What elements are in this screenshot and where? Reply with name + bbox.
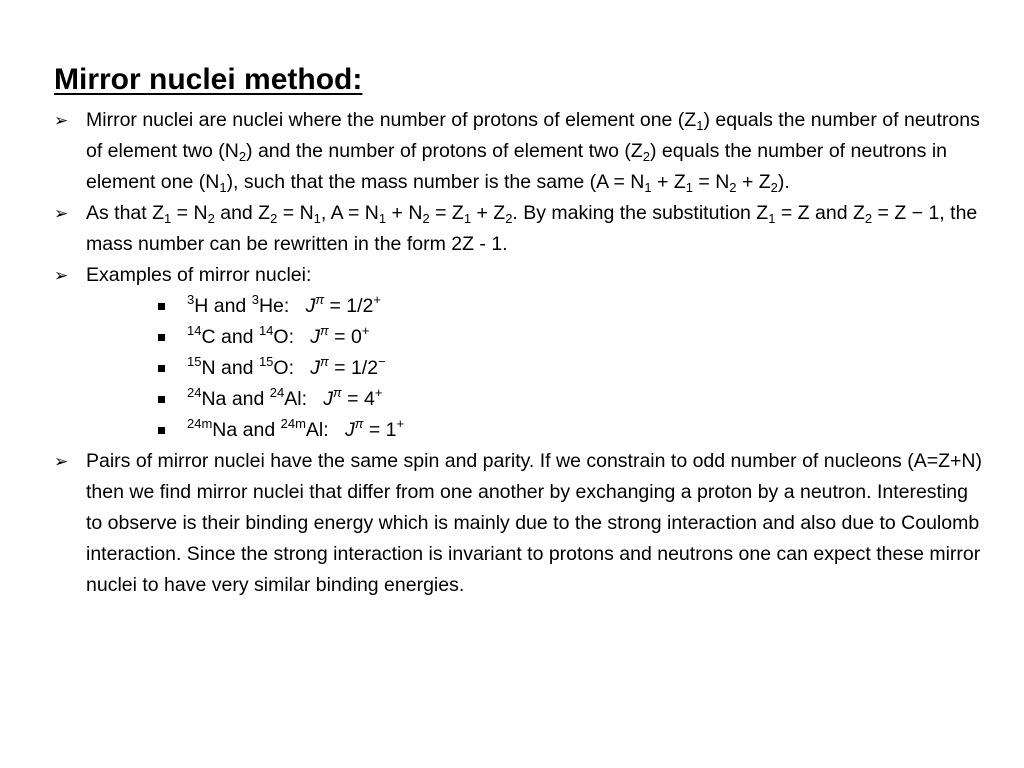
element: He:: [258, 295, 290, 317]
mass-number: 24: [269, 385, 285, 400]
mass-number: 14: [258, 323, 274, 338]
conjunction: and: [208, 295, 252, 317]
square-bullet-icon: [158, 334, 165, 341]
text-run: ), such that the mass number is the same (A = N: [226, 171, 645, 193]
text-run: and Z: [214, 202, 271, 224]
spin-symbol: J: [344, 419, 355, 441]
subscript: 1: [164, 211, 172, 226]
subscript: 1: [768, 211, 776, 226]
element: Na: [201, 388, 227, 410]
subscript: 1: [644, 180, 652, 195]
subscript: 2: [729, 180, 737, 195]
spin-symbol: J: [323, 388, 334, 410]
slide-title: Mirror nuclei method:: [54, 63, 363, 96]
example-item: [54, 322, 984, 353]
text-run: + N: [386, 202, 423, 224]
conjunction: and: [226, 388, 270, 410]
bullet-spin-parity: [54, 446, 984, 601]
text-run: ) equals the number of neutrons of element two (N: [86, 109, 980, 162]
spin-value: = 1/2: [324, 295, 374, 317]
arrow-bullet-icon: ➢: [54, 204, 69, 223]
subscript: 1: [463, 211, 472, 226]
spin-value: = 0: [328, 326, 362, 348]
square-bullet-icon: [158, 427, 165, 434]
subscript: 2: [238, 149, 247, 164]
spin-value: = 1/2: [328, 357, 379, 379]
square-bullet-icon: [158, 396, 165, 403]
subscript: 2: [770, 180, 778, 195]
conjunction: and: [215, 326, 259, 348]
mass-number: 24m: [280, 416, 306, 431]
example-item: [54, 384, 984, 415]
text-run: = Z: [429, 202, 464, 224]
text-run: ) equals the number of neutrons in element one (N: [86, 140, 947, 193]
element: C: [201, 326, 216, 348]
mass-number: 15: [187, 354, 202, 369]
parity-symbol: π: [315, 292, 325, 307]
mass-number: 14: [187, 323, 202, 338]
subscript: 1: [219, 180, 227, 195]
element: Na: [212, 419, 238, 441]
text-run: = N: [171, 202, 208, 224]
text-run: . By making the substitution Z: [512, 202, 769, 224]
parity-value: +: [374, 385, 383, 400]
subscript: 2: [422, 211, 430, 226]
subscript: 1: [696, 118, 704, 133]
spin-symbol: J: [305, 295, 316, 317]
text-run: = N: [692, 171, 730, 193]
element: Al:: [284, 388, 308, 410]
subscript: 2: [270, 211, 278, 226]
parity-symbol: π: [354, 416, 364, 431]
text-run: + Z: [471, 202, 506, 224]
square-bullet-icon: [158, 365, 165, 372]
spin-value: = 4: [341, 388, 375, 410]
text-run: As that Z: [86, 202, 165, 224]
parity-symbol: π: [333, 385, 342, 400]
bullet-text: Examples of mirror nuclei:: [86, 264, 312, 286]
parity-symbol: π: [320, 323, 329, 338]
arrow-bullet-icon: ➢: [54, 266, 69, 285]
arrow-bullet-icon: ➢: [54, 452, 69, 471]
text-run: ).: [777, 171, 790, 193]
parity-value: −: [378, 354, 386, 369]
example-item: [54, 291, 984, 322]
mass-number: 24: [187, 385, 202, 400]
conjunction: and: [237, 419, 281, 441]
mass-number: 3: [251, 292, 259, 307]
element: N: [201, 357, 216, 379]
spin-symbol: J: [310, 357, 321, 379]
bullet-text: Pairs of mirror nuclei have the same spin and parity. If we constrain to odd number of nucleons (A=Z+N) then we find mirror nuclei that differ from one another by exchanging a proton by a neutron. Interesting to observe is their binding energy which is mainly due to the strong interaction and also due to Coulomb interaction. Since the strong interaction is invariant to protons and neutrons one can expect these mirror nuclei to have very similar binding energies.: [86, 450, 982, 596]
parity-value: +: [373, 292, 381, 307]
bullet-substitution: [54, 198, 984, 260]
subscript: 2: [505, 211, 513, 226]
element: O:: [273, 326, 294, 348]
text-run: = N: [277, 202, 314, 224]
text-run: = Z − 1, the mass number can be rewritten in the form 2Z - 1.: [86, 202, 978, 255]
mass-number: 15: [258, 354, 274, 369]
bullet-text: [86, 109, 980, 193]
element: H: [194, 295, 209, 317]
text-run: = Z and Z: [775, 202, 865, 224]
bullet-examples: [54, 260, 984, 291]
square-bullet-icon: [158, 303, 165, 310]
mass-number: 3: [187, 292, 195, 307]
arrow-bullet-icon: ➢: [54, 111, 69, 130]
parity-symbol: π: [320, 354, 329, 369]
conjunction: and: [215, 357, 259, 379]
element: Al:: [305, 419, 329, 441]
subscript: 1: [685, 180, 693, 195]
parity-value: +: [361, 323, 370, 338]
example-list: [54, 291, 984, 446]
parity-value: +: [396, 416, 405, 431]
text-run: + Z: [736, 171, 771, 193]
bullet-list: [54, 105, 984, 601]
element: O:: [273, 357, 294, 379]
spin-symbol: J: [310, 326, 321, 348]
bullet-definition: [54, 105, 984, 198]
mass-number: 24m: [187, 416, 213, 431]
text-run: ) and the number of protons of element two (Z: [246, 140, 643, 162]
subscript: 2: [642, 149, 650, 164]
subscript: 1: [313, 211, 321, 226]
text-run: + Z: [651, 171, 686, 193]
subscript: 1: [378, 211, 387, 226]
spin-value: = 1: [363, 419, 397, 441]
text-run: Mirror nuclei are nuclei where the number of protons of element one (Z: [86, 109, 697, 131]
example-item: [54, 415, 984, 446]
example-item: [54, 353, 984, 384]
text-run: , A = N: [320, 202, 379, 224]
subscript: 2: [864, 211, 873, 226]
subscript: 2: [207, 211, 215, 226]
bullet-text: [86, 202, 977, 255]
